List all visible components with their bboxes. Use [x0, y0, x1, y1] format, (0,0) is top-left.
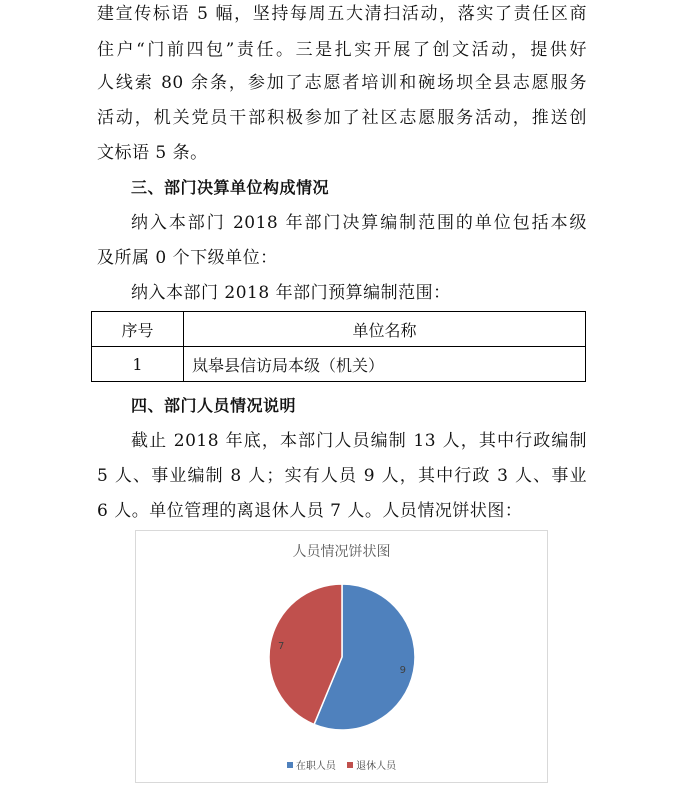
table-header-cell: 单位名称 [184, 312, 586, 347]
section-heading-units: 三、部门决算单位构成情况 [131, 178, 330, 197]
legend-item-in-service [287, 757, 336, 772]
text-line: 住户“门前四包”责任。三是扎实开展了创文活动，提供好 [97, 40, 587, 60]
table-cell: 1 [92, 347, 184, 382]
text-line: 及所属 0 个下级单位： [97, 248, 278, 268]
text-line: 截止 2018 年底，本部门人员编制 13 人，其中行政编制 [131, 431, 587, 451]
chart-legend [136, 757, 547, 772]
legend-item-retired [347, 757, 396, 772]
text-line: 5 人、事业编制 8 人；实有人员 9 人，其中行政 3 人、事业 [97, 466, 587, 486]
pie-chart [135, 530, 548, 783]
legend-label: 退休人员 [356, 761, 397, 772]
table-header-row [92, 312, 586, 347]
table-header-cell: 序号 [92, 312, 184, 347]
units-table [91, 311, 586, 382]
table-row [92, 347, 586, 382]
legend-swatch [347, 762, 353, 768]
chart-title: 人员情况饼状图 [292, 544, 391, 560]
text-line: 人线索 80 余条，参加了志愿者培训和碗场坝全县志愿服务 [97, 73, 587, 93]
text-line: 文标语 5 条。 [97, 143, 208, 163]
text-line: 纳入本部门 2018 年部门决算编制范围的单位包括本级 [131, 213, 587, 233]
pie-chart-svg [136, 531, 547, 782]
legend-swatch [287, 762, 293, 768]
table-cell: 岚皋县信访局本级（机关） [184, 347, 586, 382]
data-label-retired: 7 [277, 640, 285, 652]
legend-label: 在职人员 [295, 761, 336, 772]
text-line: 6 人。单位管理的离退休人员 7 人。人员情况饼状图： [97, 501, 523, 521]
section-heading-staff: 四、部门人员情况说明 [131, 396, 297, 415]
data-label-in-service: 9 [399, 665, 407, 677]
text-line: 建宣传标语 5 幅，坚持每周五大清扫活动，落实了责任区商 [97, 4, 587, 24]
paragraph-budget: 纳入本部门 2018 年部门预算编制范围： [131, 283, 451, 303]
text-line: 活动，机关党员干部积极参加了社区志愿服务活动，推送创 [97, 108, 587, 128]
